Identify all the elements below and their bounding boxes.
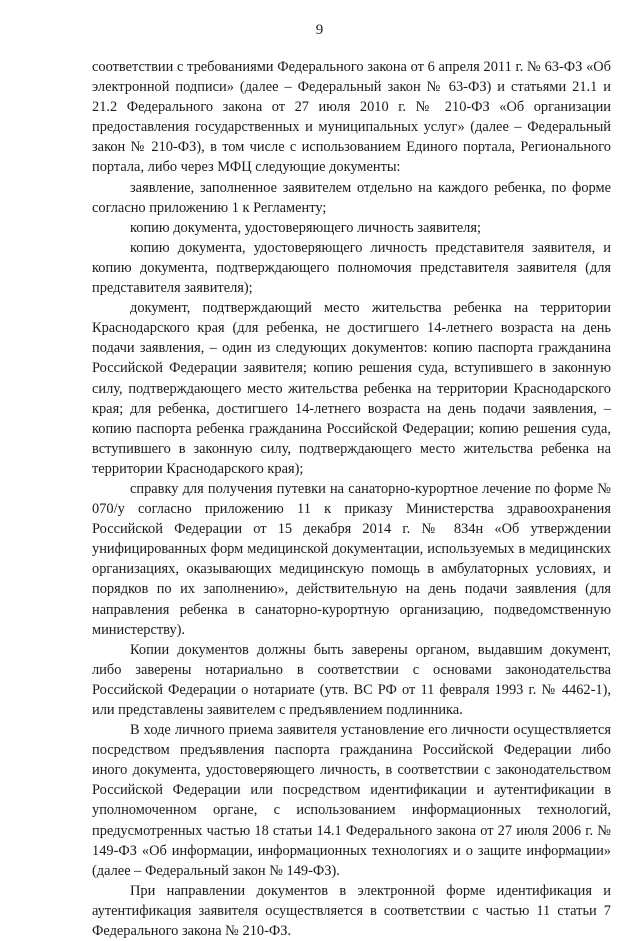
paragraph-sanatorium-certificate: справку для получения путевки на санаторно-курортное лечение по форме № 070/у согласно приложению 11 к приказу Министерства здравоохранения Российской Федерации от 15 декабря 2014 г. № 834н «Об утверждении унифицированных форм медицинской документации, используемых в медицинских организациях, оказывающих медицинскую помощь в амбулаторных условиях, и порядков по их заполнению», действительную на день подачи заявления (для направления ребенка в санаторно-курортную организацию, подведомственную министерству). <box>92 480 611 638</box>
page-number: 9 <box>315 22 324 38</box>
paragraph-residence-document: документ, подтверждающий место жительства ребенка на территории Краснодарского края (для ребенка, не достигшего 14-летнего возраста на день подачи заявления, – один из следующих документов: копию паспорта гражданина Российской Федерации заявителя; копию решения суда, вступившего в законную силу, подтверждающего место жительства ребенка на территории Краснодарского края; для ребенка, достигшего 14-летнего возраста на день подачи заявления, – копию паспорта ребенка гражданина Российской Федерации; копию решения суда, вступившего в законную силу, подтверждающего место жительства ребенка на территории Краснодарского края); <box>92 300 611 477</box>
paragraph-applicant-id-copy: копию документа, удостоверяющего личность заявителя; <box>130 219 481 236</box>
paragraph-identity-verification: В ходе личного приема заявителя установление его личности осуществляется посредством предъявления паспорта гражданина Российской Федерации либо иного документа, удостоверяющего личность, в соответствии с законодательством Российской Федерации или посредством идентификации и аутентификации в уполномоченном органе, с использованием информационных технологий, предусмотренных частью 18 статьи 14.1 Федерального закона от 27 июля 2006 г. № 149-ФЗ «Об информации, информационных технологиях и о защите информации» (далее – Федеральный закон № 149-ФЗ). <box>92 722 611 879</box>
paragraph-continuation: соответствии с требованиями Федерального закона от 6 апреля 2011 г. № 63-ФЗ «Об электронной подписи» (далее – Федеральный закон № 63-ФЗ) и статьями 21.1 и 21.2 Федерального закона от 27 июля 2010 г. № 210-ФЗ «Об организации предоставления государственных и муниципальных услуг» (далее – Федеральный закон № 210-ФЗ), в том числе с использованием Единого портала, Регионального портала, либо через МФЦ следующие документы: <box>92 59 611 176</box>
paragraph-representative-id-copy: копию документа, удостоверяющего личность представителя заявителя, и копию документа, подтверждающего полномочия представителя заявителя (для представителя заявителя); <box>92 239 611 297</box>
document-body <box>92 57 611 941</box>
paragraph-electronic-submission: При направлении документов в электронной форме идентификация и аутентификация заявителя осуществляется в соответствии с частью 11 статьи 7 Федерального закона № 210-ФЗ. <box>92 882 611 940</box>
paragraph-document-certification: Копии документов должны быть заверены органом, выдавшим документ, либо заверены нотариально в соответствии с основами законодательства Российской Федерации о нотариате (утв. ВС РФ от 11 февраля 1993 г. № 4462-1), или представлены заявителем с предъявлением подлинника. <box>92 641 611 718</box>
paragraph-application-form: заявление, заполненное заявителем отдельно на каждого ребенка, по форме согласно приложению 1 к Регламенту; <box>92 179 611 216</box>
